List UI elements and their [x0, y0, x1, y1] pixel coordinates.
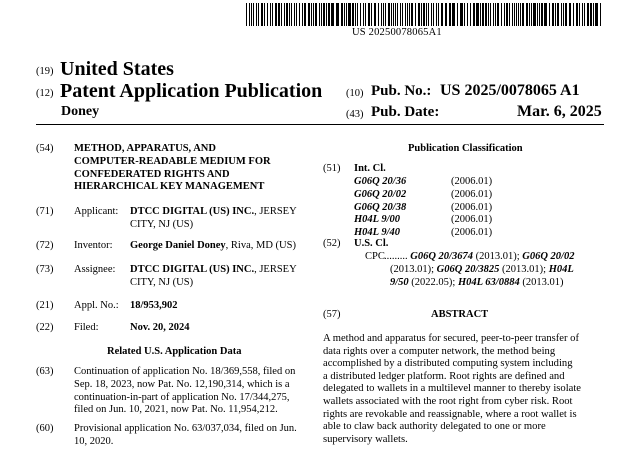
int-cl-code: G06Q 20/02 [354, 188, 407, 200]
abstract-line: accomplished by a distributed computing system including [323, 358, 573, 370]
applicant-location-line2: CITY, NJ (US) [130, 218, 194, 230]
inid-51: (51) [323, 163, 341, 174]
us-cl-label: U.S. Cl. [354, 238, 389, 249]
country-name: United States [60, 58, 174, 80]
int-cl-code: G06Q 20/38 [354, 201, 407, 213]
inventor-surname: Doney [61, 104, 100, 119]
continuation-line: Continuation of application No. 18/369,558, filed on [74, 366, 296, 377]
int-cl-list [354, 176, 492, 240]
int-cl-year: (2006.01) [451, 188, 493, 200]
inventor-value [130, 240, 296, 253]
cpc-text: (2013.01); [390, 264, 437, 275]
applicant-name: DTCC DIGITAL (US) INC. [130, 206, 255, 217]
int-cl-label: Int. Cl. [354, 163, 386, 174]
int-cl-year: (2006.01) [451, 201, 493, 213]
abstract-line: data rights over a computer network, the method being [323, 345, 556, 357]
abstract-line: supervisory wallets. [323, 433, 408, 445]
continuation-line: Sep. 18, 2023, now Pat. No. 12,190,314, which is a [74, 378, 290, 390]
inid-60: (60) [36, 423, 54, 434]
assignee-location-line2: CITY, NJ (US) [130, 276, 194, 288]
provisional-line: 10, 2020. [74, 435, 114, 447]
cpc-text: (2022.05); [408, 277, 458, 288]
cpc-code: 9/50 [390, 277, 409, 288]
cpc-code: G06Q 20/02 [522, 251, 575, 262]
int-cl-year: (2006.01) [451, 214, 493, 226]
int-cl-code: H04L 9/40 [354, 227, 400, 239]
inid-63: (63) [36, 366, 54, 377]
inid-72: (72) [36, 240, 54, 251]
invention-title [74, 143, 271, 194]
filed-label: Filed: [74, 322, 99, 333]
applicant-location: , JERSEY [254, 206, 297, 217]
filed-value: Nov. 20, 2024 [130, 322, 190, 333]
cpc-code: G06Q 20/3825 [436, 264, 500, 275]
applicant-value [130, 206, 297, 232]
inventor-label: Inventor: [74, 240, 113, 251]
abstract-line: A method and apparatus for secured, peer-to-peer transfer of [323, 333, 579, 344]
assignee-value [130, 264, 297, 290]
title-line: COMPUTER-READABLE MEDIUM FOR [74, 155, 271, 167]
appl-no-value: 18/953,902 [130, 300, 178, 311]
inid-10: (10) [346, 88, 364, 99]
barcode-bar [601, 3, 602, 26]
assignee-location: , JERSEY [254, 264, 297, 275]
int-cl-code: H04L 9/00 [354, 214, 400, 226]
cpc-line-3 [390, 277, 563, 290]
int-cl-row [354, 202, 492, 215]
inid-52: (52) [323, 238, 341, 249]
assignee-name: DTCC DIGITAL (US) INC. [130, 264, 255, 275]
cpc-code: H04L [548, 264, 574, 275]
int-cl-code: G06Q 20/36 [354, 176, 407, 187]
continuation-line: filed on Jun. 10, 2021, now Pat. No. 11,954,212. [74, 404, 278, 416]
barcode-number: US 20250078065A1 [352, 27, 442, 38]
abstract-line: rights are revokable and reassignable, where a root wallet is [323, 408, 577, 420]
barcode [246, 3, 602, 26]
cpc-text: (2013.01) [519, 277, 564, 288]
abstract-line: wallets associated with the root right from cyber risk. Root [323, 395, 573, 407]
assignee-label: Assignee: [74, 264, 116, 275]
int-cl-year: (2006.01) [451, 176, 493, 187]
inid-21: (21) [36, 300, 54, 311]
title-line: CONFEDERATED RIGHTS AND [74, 168, 230, 180]
provisional-line: Provisional application No. 63/037,034, filed on Jun. [74, 423, 297, 434]
inventor-location: , Riva, MD (US) [225, 240, 296, 251]
cpc-line-1 [384, 251, 574, 264]
abstract-heading: ABSTRACT [431, 309, 489, 320]
inid-19: (19) [36, 66, 54, 77]
int-cl-year: (2006.01) [451, 227, 493, 239]
continuation-data [74, 366, 295, 417]
title-line: HIERARCHICAL KEY MANAGEMENT [74, 181, 265, 193]
pub-date-label: Pub. Date: [371, 104, 440, 120]
pub-date-value: Mar. 6, 2025 [517, 103, 602, 120]
abstract-line: delegated to wallets in a multilevel manner to thereby isolate [323, 383, 581, 395]
publication-classification-heading: Publication Classification [408, 143, 523, 154]
inventor-name: George Daniel Doney [130, 240, 226, 251]
inid-54: (54) [36, 143, 54, 154]
pub-no-value: US 2025/0078065 A1 [440, 82, 580, 99]
provisional-data [74, 423, 297, 449]
int-cl-row [354, 176, 492, 189]
inid-22: (22) [36, 322, 54, 333]
cpc-code: G06Q 20/3674 [410, 251, 473, 262]
inid-57: (57) [323, 309, 341, 320]
abstract-line: a distributed ledger platform. Root rights are defined and [323, 370, 565, 382]
inid-71: (71) [36, 206, 54, 217]
related-data-heading: Related U.S. Application Data [107, 346, 242, 357]
cpc-text: (2013.01); [472, 251, 523, 262]
inid-12: (12) [36, 88, 54, 99]
appl-no-label: Appl. No.: [74, 300, 119, 311]
cpc-label: CPC [365, 251, 385, 262]
cpc-line-2 [390, 264, 574, 277]
publication-type: Patent Application Publication [60, 80, 323, 102]
title-line: METHOD, APPARATUS, AND [74, 143, 216, 154]
abstract-line: able to claw back authority delegated to one or more [323, 421, 546, 433]
abstract-body [323, 333, 581, 446]
cpc-text: ......... [384, 251, 411, 262]
int-cl-row [354, 189, 492, 202]
header-divider [36, 124, 604, 125]
continuation-line: continuation-in-part of application No. 17/344,275, [74, 391, 290, 403]
int-cl-row [354, 214, 492, 227]
cpc-code: H04L 63/0884 [457, 277, 520, 288]
pub-no-label: Pub. No.: [371, 83, 432, 99]
inid-43: (43) [346, 109, 364, 120]
inid-73: (73) [36, 264, 54, 275]
applicant-label: Applicant: [74, 206, 119, 217]
cpc-text: (2013.01); [499, 264, 549, 275]
